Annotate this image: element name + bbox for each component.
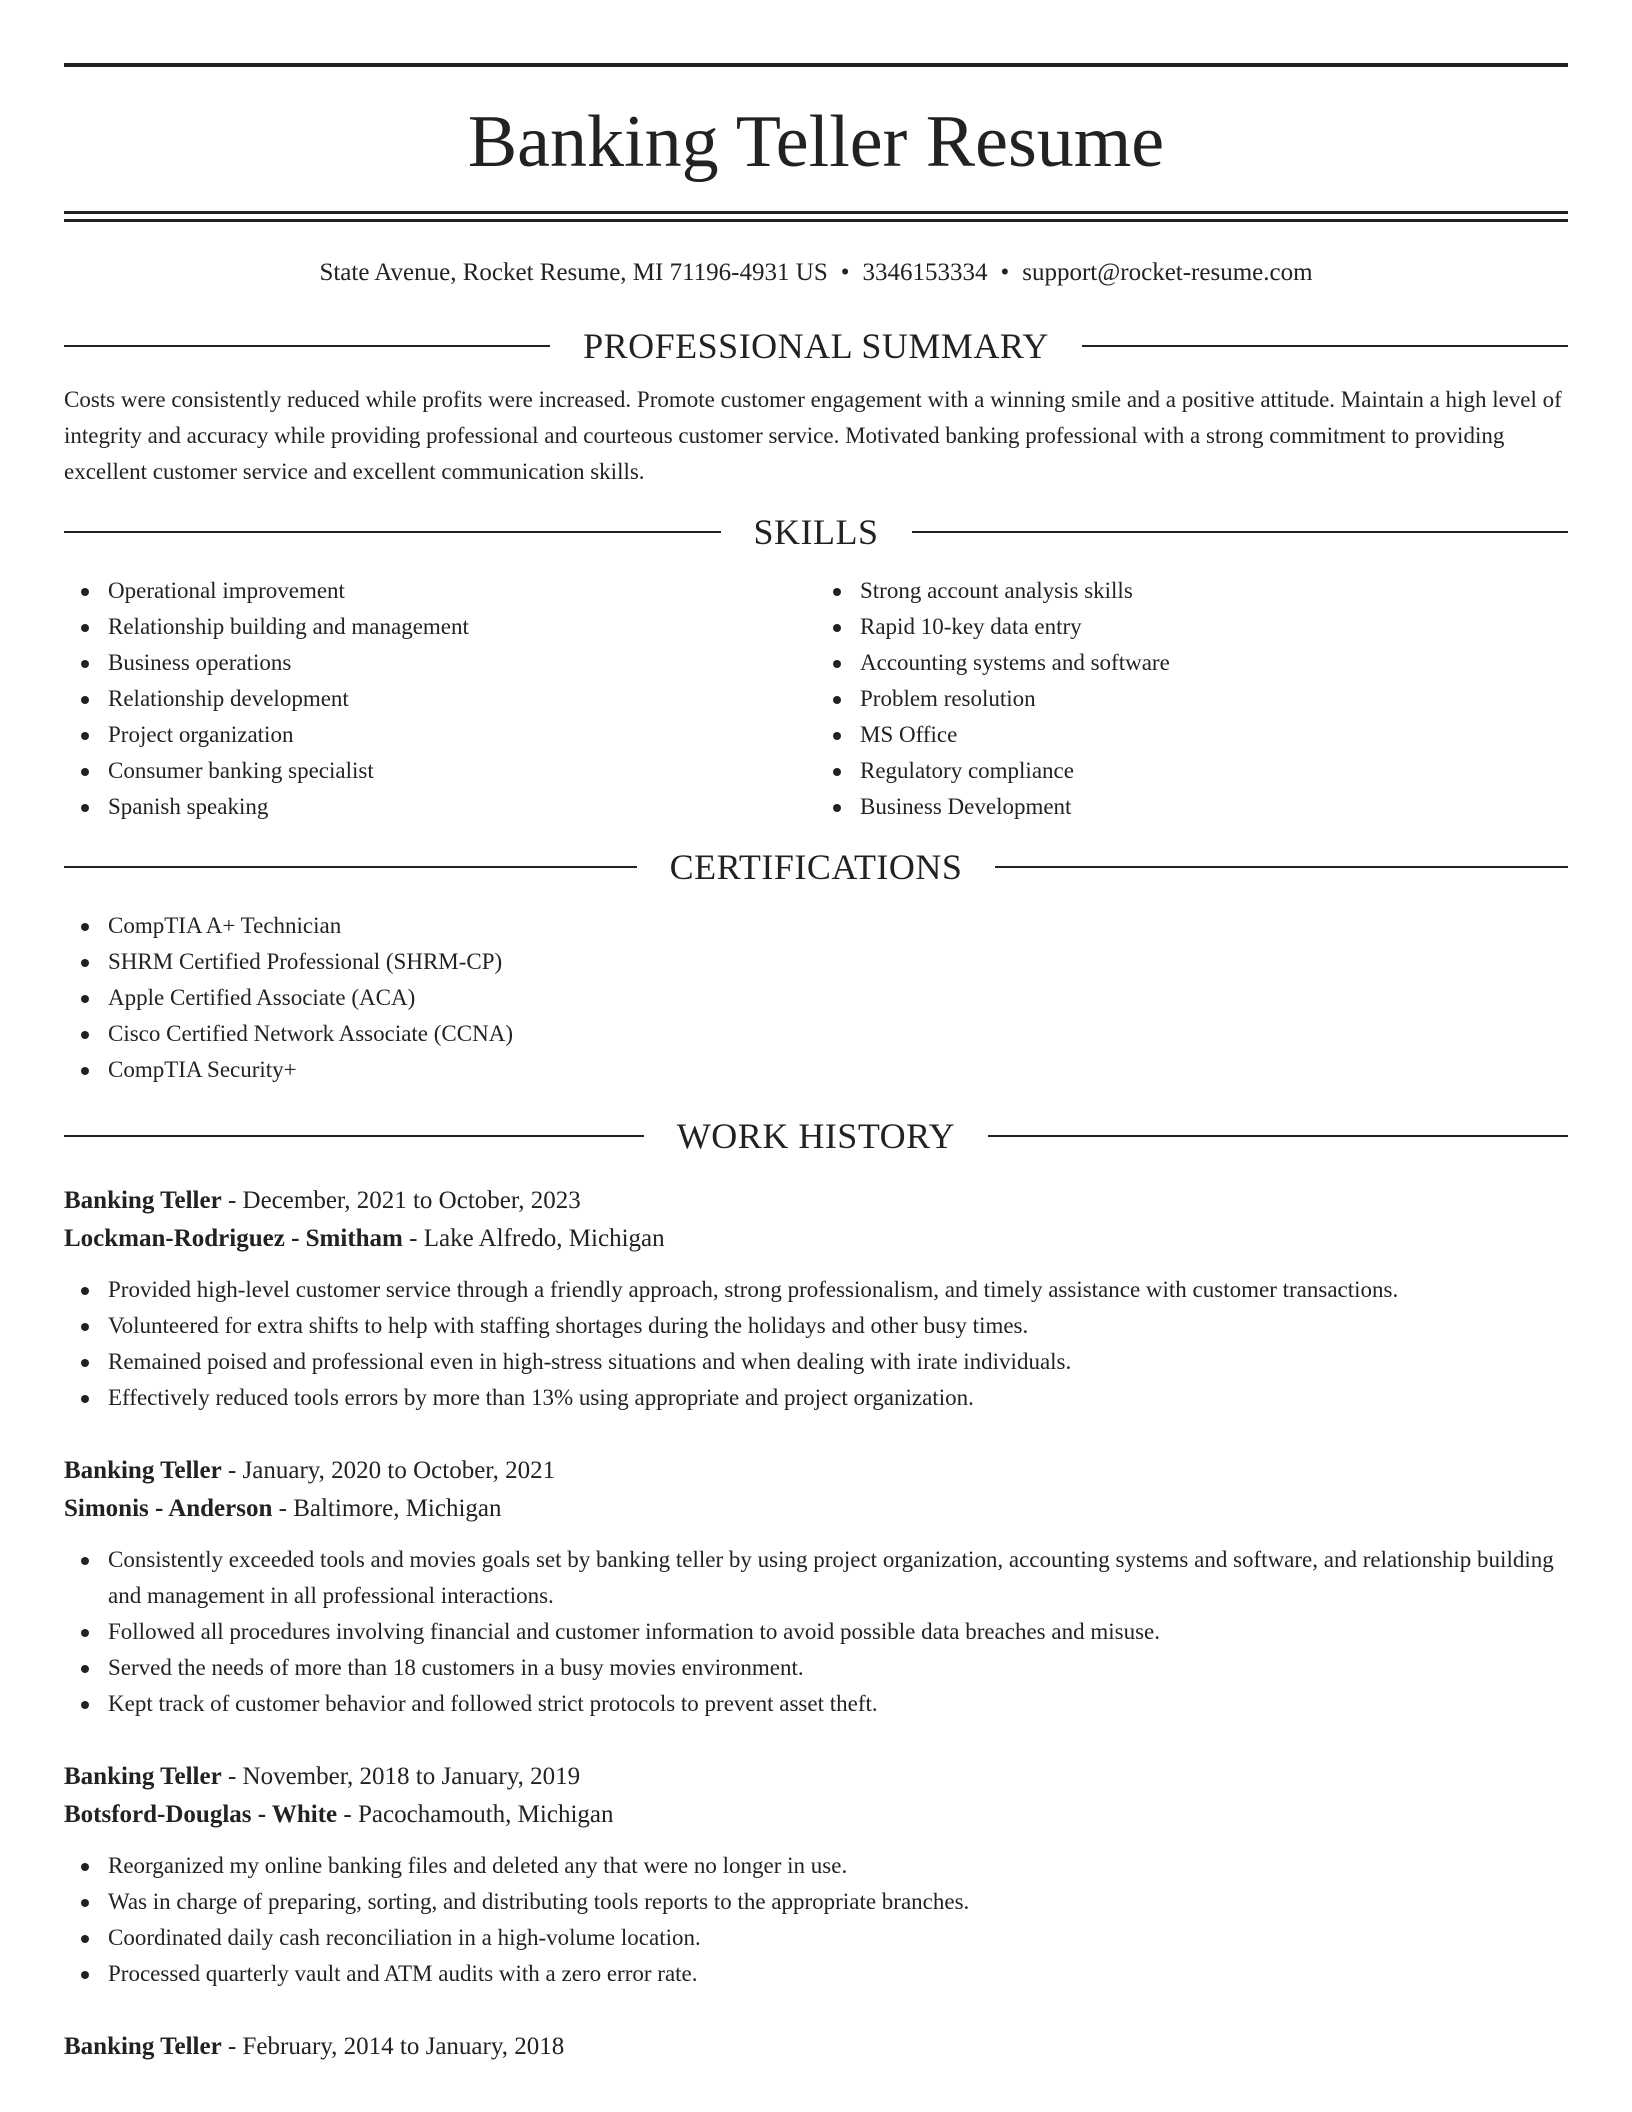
job-bullet: Volunteered for extra shifts to help with staffing shortages during the holidays and other busy times. — [108, 1308, 1568, 1344]
job-dates: February, 2014 to January, 2018 — [242, 2033, 565, 2060]
contact-separator: • — [840, 259, 850, 286]
job-bullets — [64, 1272, 1568, 1416]
contact-address: State Avenue, Rocket Resume, MI 71196-4931 US — [319, 259, 828, 286]
job-bullet: Kept track of customer behavior and followed strict protocols to prevent asset theft. — [108, 1686, 1568, 1722]
job-bullets — [64, 1542, 1568, 1722]
job-company-line: Lockman-Rodriguez - Smitham - Lake Alfredo, Michigan — [64, 1225, 665, 1252]
job-bullet: Was in charge of preparing, sorting, and distributing tools reports to the appropriate branches. — [108, 1884, 1568, 1920]
heading-rule — [64, 345, 550, 347]
skill-item: Rapid 10-key data entry — [860, 609, 1568, 645]
skills-list-right — [816, 573, 1568, 825]
job-title: Banking Teller — [64, 1457, 222, 1484]
job-bullet: Served the needs of more than 18 customers in a busy movies environment. — [108, 1650, 1568, 1686]
heading-rule — [995, 866, 1568, 868]
skill-item: Business Development — [860, 789, 1568, 825]
certification-item: Apple Certified Associate (ACA) — [108, 980, 1568, 1016]
contact-separator: • — [1000, 259, 1010, 286]
skills-list-left — [64, 573, 816, 825]
certifications-list — [64, 908, 1568, 1088]
job-company: Simonis - Anderson — [64, 1495, 273, 1522]
contact-email: support@rocket-resume.com — [1022, 259, 1313, 286]
job-title: Banking Teller — [64, 2033, 222, 2060]
skill-item: Regulatory compliance — [860, 753, 1568, 789]
job-bullet: Followed all procedures involving financial and customer information to avoid possible data breaches and misuse. — [108, 1614, 1568, 1650]
certification-item: CompTIA Security+ — [108, 1052, 1568, 1088]
job-location: Lake Alfredo, Michigan — [423, 1225, 665, 1252]
job-entry — [64, 1182, 1568, 1416]
contact-line — [64, 258, 1568, 288]
skills-heading — [64, 512, 1568, 552]
job-bullet: Reorganized my online banking files and deleted any that were no longer in use. — [108, 1848, 1568, 1884]
skill-item: Business operations — [108, 645, 816, 681]
certification-item: CompTIA A+ Technician — [108, 908, 1568, 944]
skill-item: Strong account analysis skills — [860, 573, 1568, 609]
job-company-line: Botsford-Douglas - White - Pacochamouth, Michigan — [64, 1801, 614, 1828]
contact-phone: 3346153334 — [862, 259, 988, 286]
job-title-line: Banking Teller - January, 2020 to October, 2021 — [64, 1457, 556, 1484]
summary-text: Costs were consistently reduced while profits were increased. Promote customer engagement with a winning smile and a positive attitude. Maintain a high level of integrity and accuracy while providing professional and courteous customer service. Motivated banking professional with a strong commitment to providing excellent customer service and excellent communication skills. — [64, 387, 1562, 484]
job-bullet: Remained poised and professional even in high-stress situations and when dealing with irate individuals. — [108, 1344, 1568, 1380]
job-bullet: Coordinated daily cash reconciliation in a high-volume location. — [108, 1920, 1568, 1956]
certifications-heading-label: CERTIFICATIONS — [669, 847, 963, 887]
job-title: Banking Teller — [64, 1187, 222, 1214]
skill-item: MS Office — [860, 717, 1568, 753]
job-dates: January, 2020 to October, 2021 — [242, 1457, 556, 1484]
certifications-heading — [64, 847, 1568, 887]
job-bullets — [64, 1848, 1568, 1992]
heading-rule — [912, 531, 1569, 533]
skill-item: Project organization — [108, 717, 816, 753]
heading-rule — [1082, 345, 1568, 347]
job-title-line: Banking Teller - February, 2014 to January, 2018 — [64, 2033, 565, 2060]
job-dates: December, 2021 to October, 2023 — [242, 1187, 581, 1214]
job-bullet: Consistently exceeded tools and movies goals set by banking teller by using project organization, accounting systems and software, and relationship building and management in all professional interactions. — [108, 1542, 1568, 1614]
job-entry — [64, 1758, 1568, 1992]
work-history-heading-label: WORK HISTORY — [676, 1116, 956, 1156]
skill-item: Operational improvement — [108, 573, 816, 609]
work-history-heading — [64, 1116, 1568, 1156]
heading-rule — [64, 1135, 644, 1137]
skill-item: Problem resolution — [860, 681, 1568, 717]
job-bullet: Processed quarterly vault and ATM audits with a zero error rate. — [108, 1956, 1568, 1992]
job-title-line: Banking Teller - November, 2018 to January, 2019 — [64, 1763, 581, 1790]
certification-item: SHRM Certified Professional (SHRM-CP) — [108, 944, 1568, 980]
job-entry — [64, 2028, 1568, 2066]
header-top-rule — [64, 63, 1568, 67]
job-bullet: Provided high-level customer service through a friendly approach, strong professionalism, and timely assistance with customer transactions. — [108, 1272, 1568, 1308]
certification-item: Cisco Certified Network Associate (CCNA) — [108, 1016, 1568, 1052]
job-company: Lockman-Rodriguez - Smitham — [64, 1225, 403, 1252]
skills-columns — [64, 573, 1568, 825]
skill-item: Spanish speaking — [108, 789, 816, 825]
job-dates: November, 2018 to January, 2019 — [242, 1763, 581, 1790]
job-title-line: Banking Teller - December, 2021 to October, 2023 — [64, 1187, 581, 1214]
heading-rule — [64, 866, 637, 868]
job-company-line: Simonis - Anderson - Baltimore, Michigan — [64, 1495, 502, 1522]
job-location: Pacochamouth, Michigan — [358, 1801, 614, 1828]
job-title: Banking Teller — [64, 1763, 222, 1790]
skills-heading-label: SKILLS — [753, 512, 879, 552]
skill-item: Relationship building and management — [108, 609, 816, 645]
skill-item: Consumer banking specialist — [108, 753, 816, 789]
heading-rule — [64, 531, 721, 533]
summary-heading — [64, 326, 1568, 366]
job-company: Botsford-Douglas - White — [64, 1801, 338, 1828]
resume-title: Banking Teller Resume — [467, 101, 1165, 183]
header-double-rule — [64, 211, 1568, 222]
job-bullet: Effectively reduced tools errors by more than 13% using appropriate and project organization. — [108, 1380, 1568, 1416]
summary-heading-label: PROFESSIONAL SUMMARY — [583, 326, 1049, 366]
skill-item: Relationship development — [108, 681, 816, 717]
resume-page — [64, 0, 1568, 2066]
job-location: Baltimore, Michigan — [293, 1495, 502, 1522]
job-entry — [64, 1452, 1568, 1722]
heading-rule — [988, 1135, 1568, 1137]
skill-item: Accounting systems and software — [860, 645, 1568, 681]
